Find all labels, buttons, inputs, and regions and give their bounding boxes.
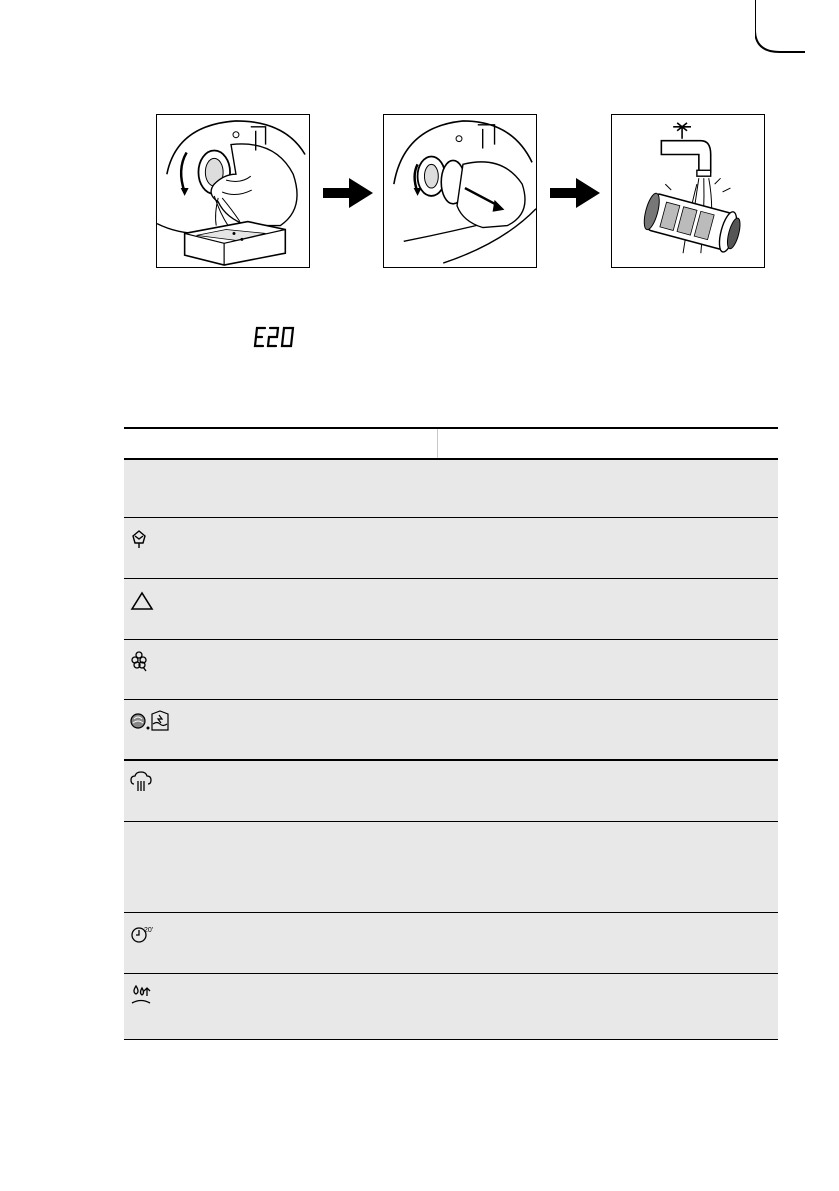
table-row bbox=[124, 974, 778, 1040]
table-row bbox=[124, 460, 778, 518]
remove-filter-illustration-icon bbox=[384, 115, 536, 267]
table-row bbox=[124, 518, 778, 579]
table-row bbox=[124, 761, 778, 822]
delicates-icon bbox=[130, 650, 174, 672]
right-arrow-icon bbox=[550, 178, 600, 208]
figure-rinse-filter bbox=[611, 114, 765, 268]
figure-unscrew-filter bbox=[156, 114, 310, 268]
rinse-spin-icon bbox=[130, 984, 174, 1006]
error-code-display bbox=[253, 326, 299, 348]
table-header bbox=[124, 427, 778, 460]
synthetics-icon bbox=[130, 589, 174, 611]
table-row bbox=[124, 579, 778, 640]
seven-segment-error-code-icon bbox=[253, 326, 299, 348]
figure-remove-filter bbox=[383, 114, 537, 268]
steam-icon bbox=[130, 771, 174, 793]
unscrew-filter-drain-water-illustration-icon bbox=[157, 115, 309, 267]
page-corner-mark-icon bbox=[755, 0, 805, 54]
table-row bbox=[124, 822, 778, 913]
header-divider bbox=[437, 429, 438, 458]
svg-text:20': 20' bbox=[144, 927, 154, 934]
20-min-quick-icon bbox=[130, 923, 174, 945]
table-row bbox=[124, 640, 778, 700]
table-row bbox=[124, 913, 778, 974]
cotton-icon bbox=[130, 528, 174, 550]
program-table bbox=[124, 427, 778, 1040]
wool-handwash-icon bbox=[130, 710, 174, 732]
table-row bbox=[124, 700, 778, 761]
rinse-filter-under-tap-illustration-icon bbox=[612, 115, 764, 267]
right-arrow-icon bbox=[323, 178, 373, 208]
